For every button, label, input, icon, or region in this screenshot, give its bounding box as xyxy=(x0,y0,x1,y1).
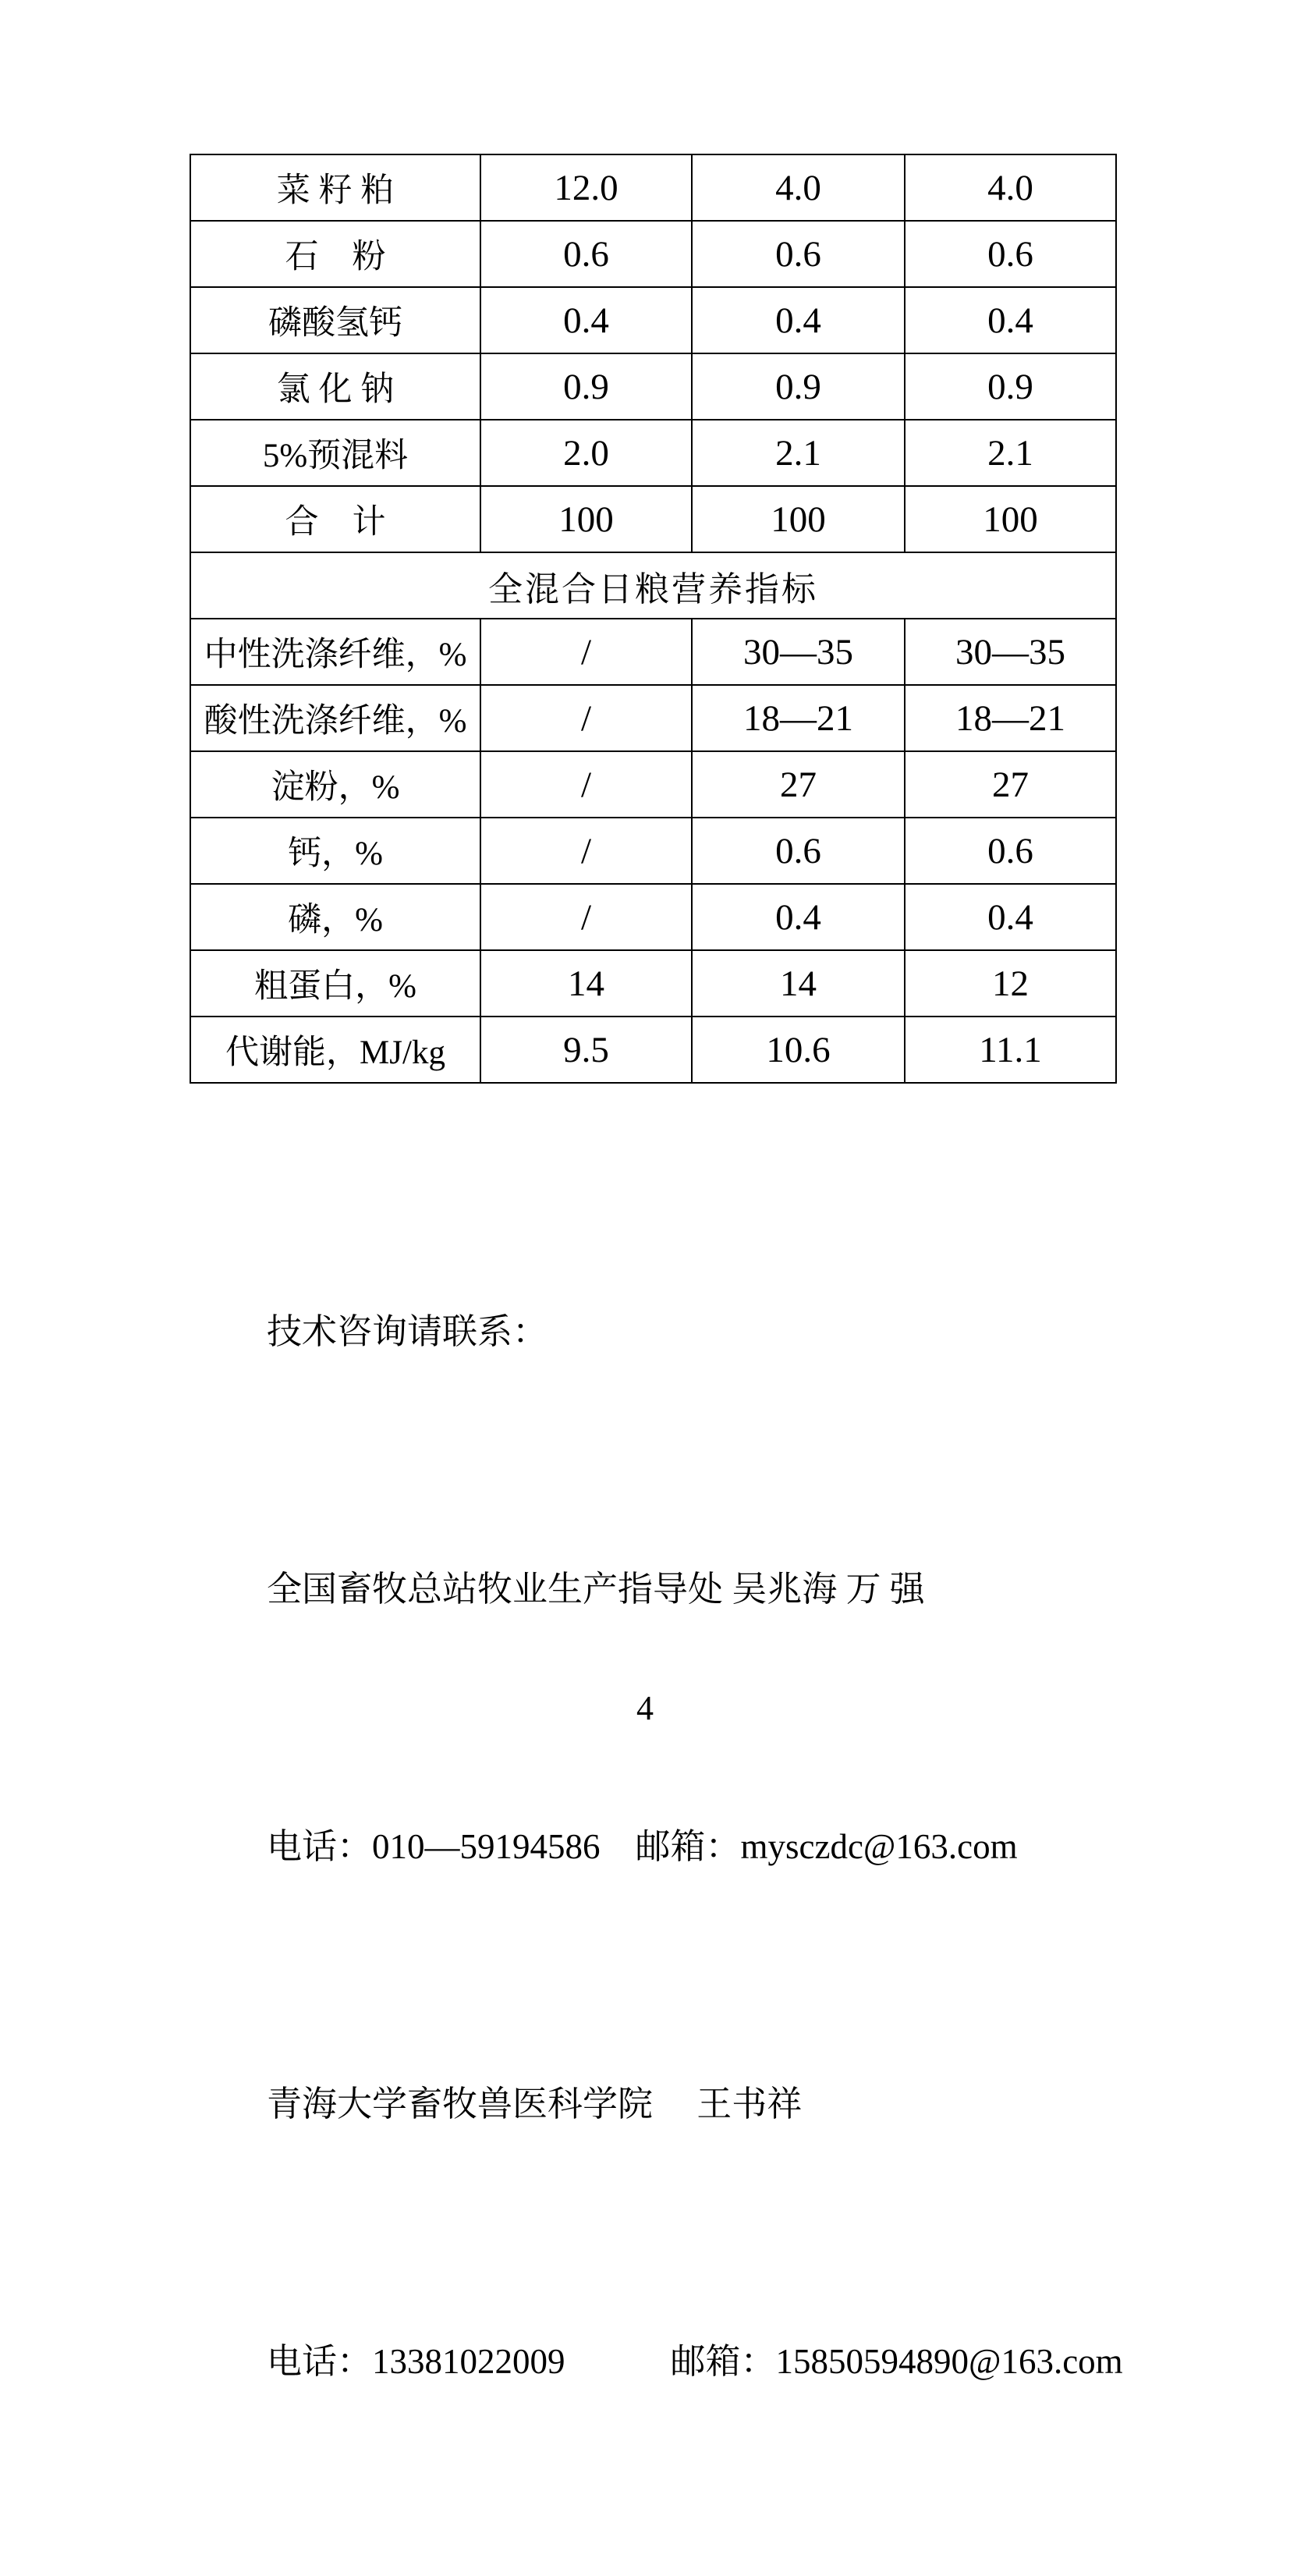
table-row xyxy=(190,154,1116,221)
row-value-cell: 0.4 xyxy=(692,287,905,353)
table-row xyxy=(190,221,1116,287)
row-value-cell: 0.6 xyxy=(905,818,1116,884)
row-value-cell: 0.9 xyxy=(905,353,1116,420)
table-row xyxy=(190,884,1116,950)
table-row xyxy=(190,486,1116,552)
row-value-cell: 0.6 xyxy=(905,221,1116,287)
row-label-cell: 菜 籽 粕 xyxy=(190,154,480,221)
contact-info-block xyxy=(267,1117,1123,2576)
row-label-cell: 中性洗涤纤维，% xyxy=(190,619,480,685)
table-row xyxy=(190,950,1116,1017)
row-value-cell: 2.1 xyxy=(692,420,905,486)
row-label-cell: 磷酸氢钙 xyxy=(190,287,480,353)
row-value-cell: 0.6 xyxy=(692,221,905,287)
row-value-cell: 2.1 xyxy=(905,420,1116,486)
row-value-cell: 100 xyxy=(692,486,905,552)
row-value-cell: 18—21 xyxy=(692,685,905,751)
row-value-cell: 27 xyxy=(905,751,1116,818)
row-value-cell: 0.4 xyxy=(480,287,692,353)
row-value-cell: / xyxy=(480,884,692,950)
row-value-cell: 12.0 xyxy=(480,154,692,221)
row-value-cell: 4.0 xyxy=(692,154,905,221)
row-value-cell: 12 xyxy=(905,950,1116,1017)
table-section-header: 全混合日粮营养指标 xyxy=(190,552,1116,619)
row-value-cell: 0.6 xyxy=(480,221,692,287)
contact-phone-line: 电话：13381022009 邮箱：15850594890@163.com xyxy=(267,2342,1123,2381)
table-row xyxy=(190,420,1116,486)
row-label-cell: 粗蛋白，% xyxy=(190,950,480,1017)
row-value-cell: / xyxy=(480,818,692,884)
table-row xyxy=(190,353,1116,420)
table-row xyxy=(190,1017,1116,1083)
row-label-cell: 淀粉，% xyxy=(190,751,480,818)
row-label-cell: 酸性洗涤纤维，% xyxy=(190,685,480,751)
row-label-cell: 磷，% xyxy=(190,884,480,950)
row-value-cell: 0.4 xyxy=(905,884,1116,950)
row-value-cell: 14 xyxy=(692,950,905,1017)
row-value-cell: 30—35 xyxy=(905,619,1116,685)
contact-org-line: 青海大学畜牧兽医科学院 王书祥 xyxy=(267,2085,803,2124)
row-value-cell: 2.0 xyxy=(480,420,692,486)
row-value-cell: 100 xyxy=(905,486,1116,552)
row-label-cell: 5%预混料 xyxy=(190,420,480,486)
row-value-cell: 0.6 xyxy=(692,818,905,884)
page-number: 4 xyxy=(636,1689,654,1727)
row-value-cell: 9.5 xyxy=(480,1017,692,1083)
feed-formula-table xyxy=(190,154,1117,1084)
row-value-cell: 14 xyxy=(480,950,692,1017)
row-value-cell: 0.9 xyxy=(480,353,692,420)
row-value-cell: 0.4 xyxy=(692,884,905,950)
row-label-cell: 氯 化 钠 xyxy=(190,353,480,420)
row-label-cell: 代谢能，MJ/kg xyxy=(190,1017,480,1083)
row-label-cell: 合 计 xyxy=(190,486,480,552)
row-value-cell: 18—21 xyxy=(905,685,1116,751)
row-value-cell: / xyxy=(480,751,692,818)
table-row xyxy=(190,818,1116,884)
contact-org-line: 全国畜牧总站牧业生产指导处 吴兆海 万 强 xyxy=(267,1570,925,1609)
row-value-cell: 30—35 xyxy=(692,619,905,685)
row-value-cell: 0.9 xyxy=(692,353,905,420)
table-row xyxy=(190,619,1116,685)
table-row xyxy=(190,685,1116,751)
table-section-header-row xyxy=(190,552,1116,619)
row-value-cell: 100 xyxy=(480,486,692,552)
row-label-cell: 钙，% xyxy=(190,818,480,884)
row-value-cell: 4.0 xyxy=(905,154,1116,221)
row-value-cell: / xyxy=(480,685,692,751)
row-value-cell: 11.1 xyxy=(905,1017,1116,1083)
contact-intro-line: 技术咨询请联系： xyxy=(267,1312,548,1351)
row-value-cell: 0.4 xyxy=(905,287,1116,353)
row-value-cell: 27 xyxy=(692,751,905,818)
table-row xyxy=(190,287,1116,353)
table-row xyxy=(190,751,1116,818)
row-value-cell: 10.6 xyxy=(692,1017,905,1083)
contact-phone-line: 电话：010—59194586 邮箱：mysczdc@163.com xyxy=(267,1827,1018,1866)
row-value-cell: / xyxy=(480,619,692,685)
row-label-cell: 石 粉 xyxy=(190,221,480,287)
